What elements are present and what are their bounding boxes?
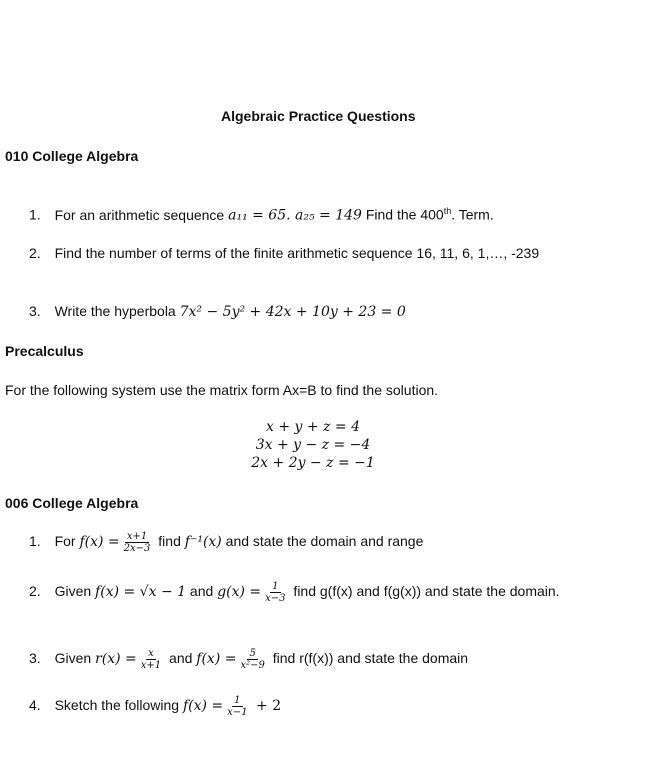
question-number: 3. xyxy=(29,303,41,319)
question-text: find r(f(x)) and state the domain xyxy=(268,650,469,666)
question-text: Write the hyperbola xyxy=(54,303,180,319)
fraction xyxy=(238,648,266,671)
question-number: 4. xyxy=(29,697,41,713)
fraction-numerator: 1 xyxy=(272,580,279,592)
question-text: For an arithmetic sequence xyxy=(54,206,229,223)
question-math: 7x² − 5y² + 42x + 10y + 23 = 0 xyxy=(179,304,406,320)
question-math: f(x) = √x − 1 xyxy=(95,584,187,600)
question-010-3 xyxy=(29,303,406,320)
question-math: f(x) = xyxy=(196,651,237,667)
question-text: Given xyxy=(54,583,96,599)
question-text: find g(f(x) and f(g(x)) and state the domain. xyxy=(289,583,560,599)
question-text: . Term. xyxy=(451,206,494,223)
fraction-numerator: 5 xyxy=(249,647,256,659)
question-010-1 xyxy=(29,206,494,224)
fraction-denominator: x−3 xyxy=(265,592,286,604)
fraction-numerator: 1 xyxy=(234,694,241,706)
fraction-numerator: x xyxy=(148,647,154,659)
equation-3: 2x + 2y − z = −1 xyxy=(251,455,375,471)
question-text: Given xyxy=(54,650,96,666)
question-math: f⁻¹(x) xyxy=(184,534,222,550)
precalc-instruction: For the following system use the matrix form Ax=B to find the solution. xyxy=(5,382,439,398)
equation-2: 3x + y − z = −4 xyxy=(255,437,371,453)
question-text: and state the domain and range xyxy=(221,533,424,549)
fraction-denominator: x²−9 xyxy=(240,659,265,671)
question-number: 2. xyxy=(29,583,41,599)
section-heading-010-college-algebra: 010 College Algebra xyxy=(5,148,139,164)
fraction xyxy=(139,648,163,671)
fraction-denominator: x+1 xyxy=(140,659,162,671)
question-text: and xyxy=(165,650,197,666)
question-number: 2. xyxy=(29,245,41,261)
question-text: Find the 400 xyxy=(361,206,444,223)
question-number: 3. xyxy=(29,650,41,666)
question-006-2 xyxy=(29,580,560,604)
fraction xyxy=(225,695,249,718)
question-006-3 xyxy=(29,647,468,671)
question-text: For xyxy=(54,533,80,549)
question-math: f(x) = xyxy=(182,698,224,714)
question-text: find xyxy=(154,533,185,549)
question-text: Find the number of terms of the finite arithmetic sequence 16, 11, 6, 1,…, -239 xyxy=(54,245,540,261)
question-006-1 xyxy=(29,530,423,554)
question-006-4 xyxy=(29,694,281,718)
question-math: r(x) = xyxy=(95,651,137,667)
superscript: th xyxy=(443,206,452,216)
fraction-denominator: 2x−3 xyxy=(123,542,151,554)
fraction-denominator: x−1 xyxy=(227,706,248,718)
question-010-2 xyxy=(29,245,539,261)
fraction xyxy=(263,581,287,604)
section-heading-006-college-algebra: 006 College Algebra xyxy=(5,495,139,511)
page-title: Algebraic Practice Questions xyxy=(221,108,416,124)
fraction-numerator: x+1 xyxy=(126,530,148,542)
question-text: and xyxy=(186,583,218,599)
question-math: a₁₁ = 65. a₂₅ = 149 xyxy=(228,207,362,224)
question-math: f(x) = xyxy=(79,534,120,550)
question-math: + 2 xyxy=(251,698,282,714)
equation-1: x + y + z = 4 xyxy=(266,419,360,435)
question-math: g(x) = xyxy=(217,584,262,600)
section-heading-precalculus: Precalculus xyxy=(5,343,84,359)
question-number: 1. xyxy=(29,206,41,223)
question-number: 1. xyxy=(29,533,41,549)
fraction xyxy=(122,531,153,554)
equation-system xyxy=(233,418,393,472)
question-text: Sketch the following xyxy=(54,697,183,713)
